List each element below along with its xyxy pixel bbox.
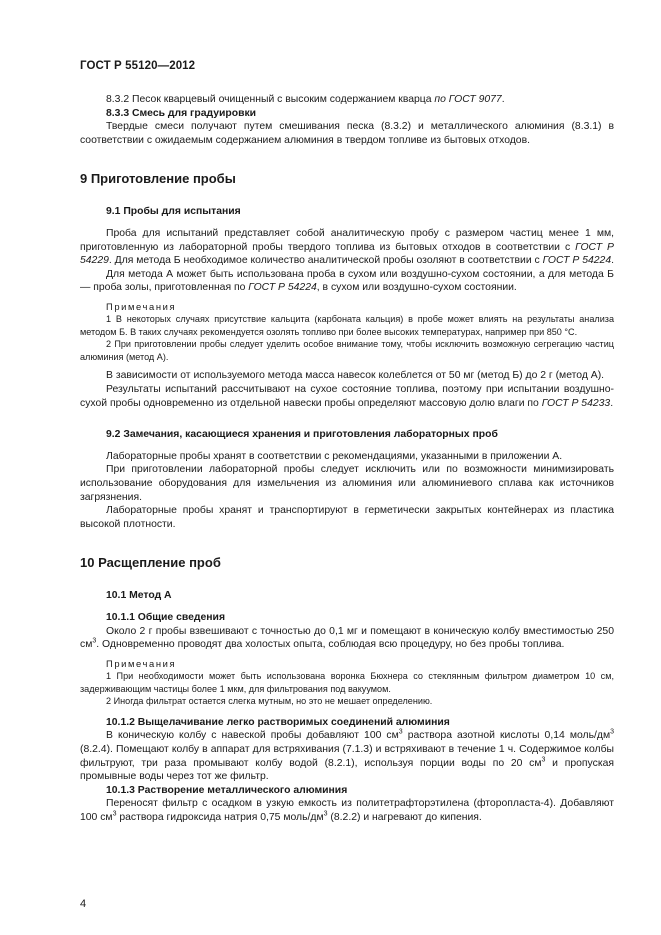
paragraph-9-2-c: Лабораторные пробы хранят и транспортируют в герметически закрытых контейнерах из пластика высокой плотности. (80, 505, 614, 530)
standard-header: ГОСТ Р 55120—2012 (80, 60, 196, 72)
superscript: 3 (541, 756, 546, 764)
standard-reference: ГОСТ Р 54224 (248, 282, 317, 294)
paragraph-10-1-3: Переносят фильтр с осадком в узкую емкость из политетрафторэтилена (фторопласта-4). Добавляют 100 $см^3$ раствора гидроксида натрия 0,75 моль/$дм^3$ (8.2.2) и нагревают до кипения. (80, 798, 614, 823)
section-10-title: 10 Расщепление проб (80, 555, 221, 571)
paragraph-9-1-a: Проба для испытаний представляет собой аналитическую пробу с размером частиц менее 1 мм, приготовленную из лабораторной пробы твердого топлива из бытовых отходов в соответствии с ГОСТ Р 54229. Для метода Б необходимое количество аналитической пробы озоляют в соответствии с ГОСТ Р 54224. (80, 227, 615, 267)
note-10-2: 2 Иногда фильтрат остается слегка мутным, но это не мешает определению. (106, 696, 433, 707)
note-9-2: 2 При приготовлении пробы следует уделить особое внимание тому, чтобы исключить возможную сегрегацию частиц алюминия (метод А). (80, 339, 614, 362)
heading-8-3-3: 8.3.3 Смесь для градуировки (106, 107, 257, 119)
superscript: 3 (92, 637, 97, 645)
heading-9-2: 9.2 Замечания, касающиеся хранения и приготовления лабораторных проб (106, 429, 498, 441)
superscript: 3 (112, 810, 117, 818)
page-number: 4 (80, 898, 87, 910)
paragraph-9-1-d: Результаты испытаний рассчитывают на сухое состояние топлива, поэтому при испытании воздушно-сухой пробы одновременно из отдельной навески пробы определяют массовую долю влаги по ГОСТ Р 54233. (80, 384, 614, 409)
superscript: 3 (398, 728, 403, 736)
heading-10-1-2: 10.1.2 Выщелачивание легко растворимых соединений алюминия (106, 716, 450, 728)
paragraph-9-2-a: Лабораторные пробы хранят в соответствии с рекомендациями, указанными в приложении А. (106, 450, 563, 462)
heading-10-1: 10.1 Метод А (106, 590, 172, 602)
section-9-title: 9 Приготовление пробы (80, 171, 236, 187)
paragraph-10-1-2: В коническую колбу с навеской пробы добавляют 100 $см^3$ раствора азотной кислоты 0,14 моль/$дм^3$ (8.2.4). Помещают колбу в аппарат для встряхивания (7.1.3) и встряхивают в течение 1 ч. Содержимое колбы фильтруют, три раза промывают колбу водой (8.2.1), используя порции воды по 20 $см^3$ и пропуская промывные воды через тот же фильтр. (80, 728, 614, 783)
paragraph-8-3-3: Твердые смеси получают путем смешивания песка (8.3.2) и металлического алюминия (8.3.1) в соответствии с ожидаемым содержанием алюминия в твердом топливе из бытовых отходов. (80, 121, 614, 146)
standard-reference: ГОСТ Р 54233 (541, 397, 611, 409)
heading-10-1-3: 10.1.3 Растворение металлического алюминия (106, 784, 348, 796)
superscript: 3 (323, 810, 328, 818)
heading-10-1-1: 10.1.1 Общие сведения (106, 611, 226, 623)
superscript: 3 (610, 728, 614, 736)
standard-reference: по ГОСТ 9077 (434, 94, 502, 105)
standard-reference: ГОСТ Р 54229 (80, 241, 614, 267)
paragraph-9-1-c: В зависимости от используемого метода масса навесок колеблется от 50 мг (метод Б) до 2 г (метод А). (106, 370, 605, 382)
notes-title: Примечания (106, 657, 177, 669)
paragraph-8-3-2: 8.3.2 Песок кварцевый очищенный с высоким содержанием кварца по ГОСТ 9077. (106, 94, 505, 105)
document-body (80, 93, 614, 825)
paragraph-9-2-b: При приготовлении лабораторной пробы следует исключить или по возможности минимизировать использование оборудования для измельчения из алюминия или алюминиевого сплава как источников загрязнения. (80, 464, 614, 503)
standard-reference: ГОСТ Р 54224 (542, 255, 612, 267)
note-10-1: 1 При необходимости может быть использована воронка Бюхнера со стеклянным фильтром диаметром 10 см, задерживающим частицы более 1 мкм, для фильтрования под вакуумом. (80, 671, 614, 694)
paragraph-9-1-b: Для метода А может быть использована проба в сухом или воздушно-сухом состоянии, а для метода Б — проба золы, приготовленная по ГОСТ Р 54224, в сухом или воздушно-сухом состоянии. (80, 268, 614, 294)
notes-title: Примечания (106, 300, 177, 312)
paragraph-10-1-1: Около 2 г пробы взвешивают с точностью до 0,1 мг и помещают в коническую колбу вместимостью 250 $см^3$. Одновременно проводят два холостых опыта, соблюдая всю процедуру, но без пробы топлива. (80, 625, 614, 651)
heading-9-1: 9.1 Пробы для испытания (106, 206, 241, 218)
note-9-1: 1 В некоторых случаях присутствие кальцита (карбоната кальция) в пробе может влиять на результаты анализа методом Б. В таких случаях рекомендуется озолять топливо при более высоких температурах, например при 850 °С. (80, 314, 614, 337)
